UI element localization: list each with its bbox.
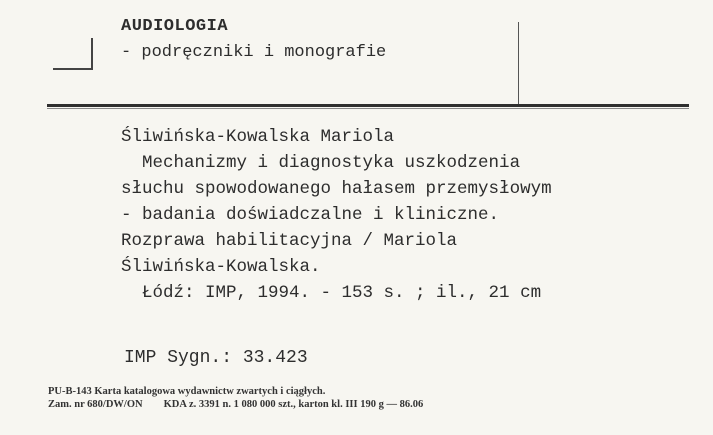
subject-subheading: - podręczniki i monografie <box>121 43 387 62</box>
header-rule <box>47 104 689 107</box>
card-footer <box>48 385 423 411</box>
entry-author: Śliwińska-Kowalska Mariola <box>121 127 395 147</box>
entry-title-line: - badania doświadczalne i kliniczne. <box>121 205 500 225</box>
entry-imprint: Łódź: IMP, 1994. - 153 s. ; il., 21 cm <box>121 283 542 303</box>
corner-bracket-mark <box>53 38 93 70</box>
footer-line: PU-B-143 Karta katalogowa wydawnictw zwartych i ciągłych. <box>48 386 326 397</box>
subject-heading <box>121 14 386 66</box>
call-number: IMP Sygn.: 33.423 <box>124 348 308 368</box>
footer-line: Zam. nr 680/DW/ON KDA z. 3391 n. 1 080 000 szt., karton kl. III 190 g — 86.06 <box>48 399 424 410</box>
entry-title-line: Mechanizmy i diagnostyka uszkodzenia <box>121 153 521 173</box>
subject-main: AUDIOLOGIA <box>121 17 229 36</box>
entry-title-line: słuchu spowodowanego hałasem przemysłowym <box>121 179 552 199</box>
entry-note-line: Śliwińska-Kowalska. <box>121 257 321 277</box>
header-rule-thin <box>47 108 689 109</box>
header-vertical-rule <box>518 22 519 104</box>
bibliographic-entry <box>121 124 701 306</box>
entry-note-line: Rozprawa habilitacyjna / Mariola <box>121 231 458 251</box>
